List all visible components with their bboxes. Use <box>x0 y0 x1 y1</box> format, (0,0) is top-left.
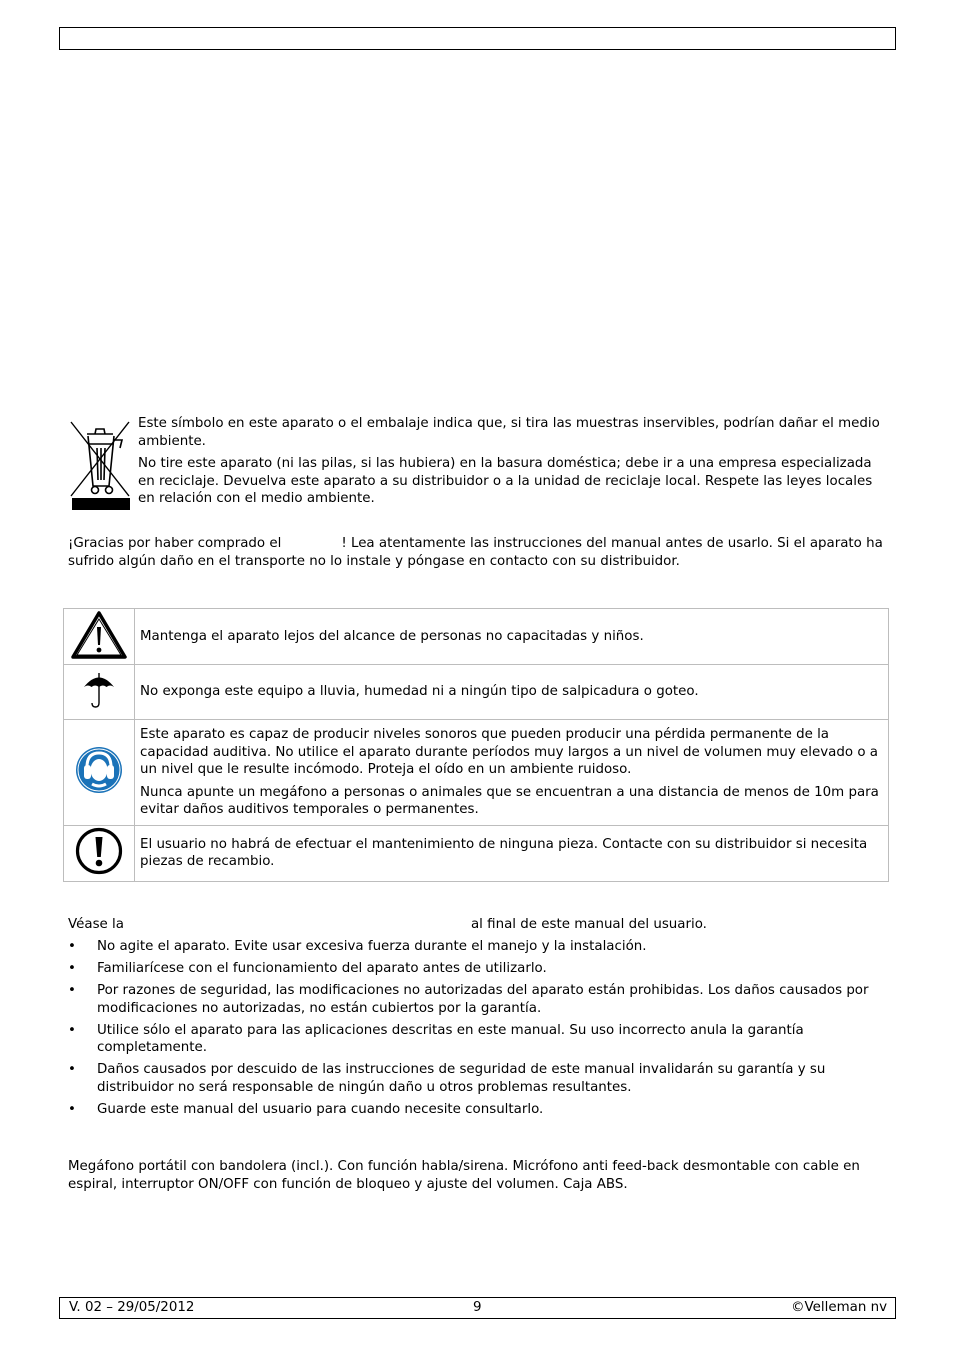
weee-paragraph-2: No tire este aparato (ni las pilas, si las hubiera) en la basura doméstica; debe ir a una empresa especializada en reciclaje. Devuelva este aparato a su distribuidor o a la unidad de reciclaje local. Respete las leyes locales en relación con el medio ambiente. <box>138 456 873 506</box>
thanks-text-start: ¡Gracias por haber comprado el <box>68 536 282 551</box>
list-item: • Guarde este manual del usuario para cuando necesite consultarlo. <box>68 1101 890 1119</box>
intro-paragraph <box>68 535 890 570</box>
weee-bin-icon <box>68 414 132 512</box>
safety-text: No exponga este equipo a lluvia, humedad ni a ningún tipo de salpicadura o goteo. <box>140 684 699 700</box>
safety-table <box>63 608 889 882</box>
safety-text: Nunca apunte un megáfono a personas o animales que se encuentran a una distancia de menos de 10m para evitar daños auditivos temporales o permanentes. <box>140 784 879 817</box>
safety-row <box>64 825 889 881</box>
header-box <box>59 27 896 50</box>
footer-page-number: 9 <box>473 1300 482 1315</box>
list-item: • Utilice sólo el aparato para las aplicaciones descritas en este manual. Su uso incorrecto anula la garantía completamente. <box>68 1022 890 1057</box>
safety-text: Este aparato es capaz de producir niveles sonoros que pueden producir una pérdida permanente de la capacidad auditiva. No utilice el aparato durante períodos muy largos a un nivel de volumen muy elevado o a un nivel que le resulte incómodo. Proteja el oído en un ambiente ruidoso. <box>140 727 878 777</box>
safety-text: Mantenga el aparato lejos del alcance de personas no capacitadas y niños. <box>140 628 644 644</box>
guidelines-list <box>68 938 890 1123</box>
list-item: • Familiarícese con el funcionamiento del aparato antes de utilizarlo. <box>68 960 890 978</box>
list-item: • Por razones de seguridad, las modificaciones no autorizadas del aparato están prohibidas. Los daños causados por modificaciones no autorizadas, no están cubiertos por la garantía. <box>68 982 890 1017</box>
hearing-protection-icon <box>75 746 123 794</box>
safety-text: El usuario no habrá de efectuar el mantenimiento de ninguna pieza. Contacte con su distribuidor si necesita piezas de recambio. <box>140 836 868 869</box>
umbrella-icon <box>82 670 116 710</box>
exclamation-circle-icon <box>75 827 123 875</box>
footer-version: V. 02 – 29/05/2012 <box>69 1300 195 1315</box>
safety-text-cell <box>135 665 889 720</box>
thanks-text-end: ! Lea atentamente las instrucciones del manual antes de usarlo. Si el aparato ha sufrido algún daño en el transporte no lo instale y póngase en contacto con su distribuidor. <box>68 536 883 569</box>
guidelines-note-end: al final de este manual del usuario. <box>470 917 707 932</box>
safety-icon-cell <box>64 609 135 665</box>
safety-icon-cell <box>64 825 135 881</box>
features-text: Megáfono portátil con bandolera (incl.). Con función habla/sirena. Micrófono anti feed-back desmontable con cable en espiral, interruptor ON/OFF con función de bloqueo y ajuste del volumen. Caja ABS. <box>68 1159 860 1192</box>
safety-row <box>64 609 889 665</box>
guidelines-note-start: Véase la <box>68 917 124 932</box>
safety-text-cell <box>135 720 889 826</box>
safety-text-cell <box>135 609 889 665</box>
guidelines-note <box>68 916 890 934</box>
list-item: • No agite el aparato. Evite usar excesiva fuerza durante el manejo y la instalación. <box>68 938 890 956</box>
safety-row <box>64 665 889 720</box>
safety-row <box>64 720 889 826</box>
safety-text-cell <box>135 825 889 881</box>
features-paragraph <box>68 1158 890 1193</box>
footer <box>59 1297 896 1319</box>
safety-icon-cell <box>64 665 135 720</box>
list-item: • Daños causados por descuido de las instrucciones de seguridad de este manual invalidarán su garantía y su distribuidor no será responsable de ningún daño u otros problemas resultantes. <box>68 1061 890 1096</box>
safety-icon-cell <box>64 720 135 826</box>
footer-copyright: ©Velleman nv <box>791 1300 887 1315</box>
weee-paragraph-1: Este símbolo en este aparato o el embalaje indica que, si tira las muestras inservibles, podrían dañar el medio ambiente. <box>138 416 880 449</box>
weee-notice <box>138 415 890 513</box>
warning-triangle-icon <box>70 610 128 660</box>
